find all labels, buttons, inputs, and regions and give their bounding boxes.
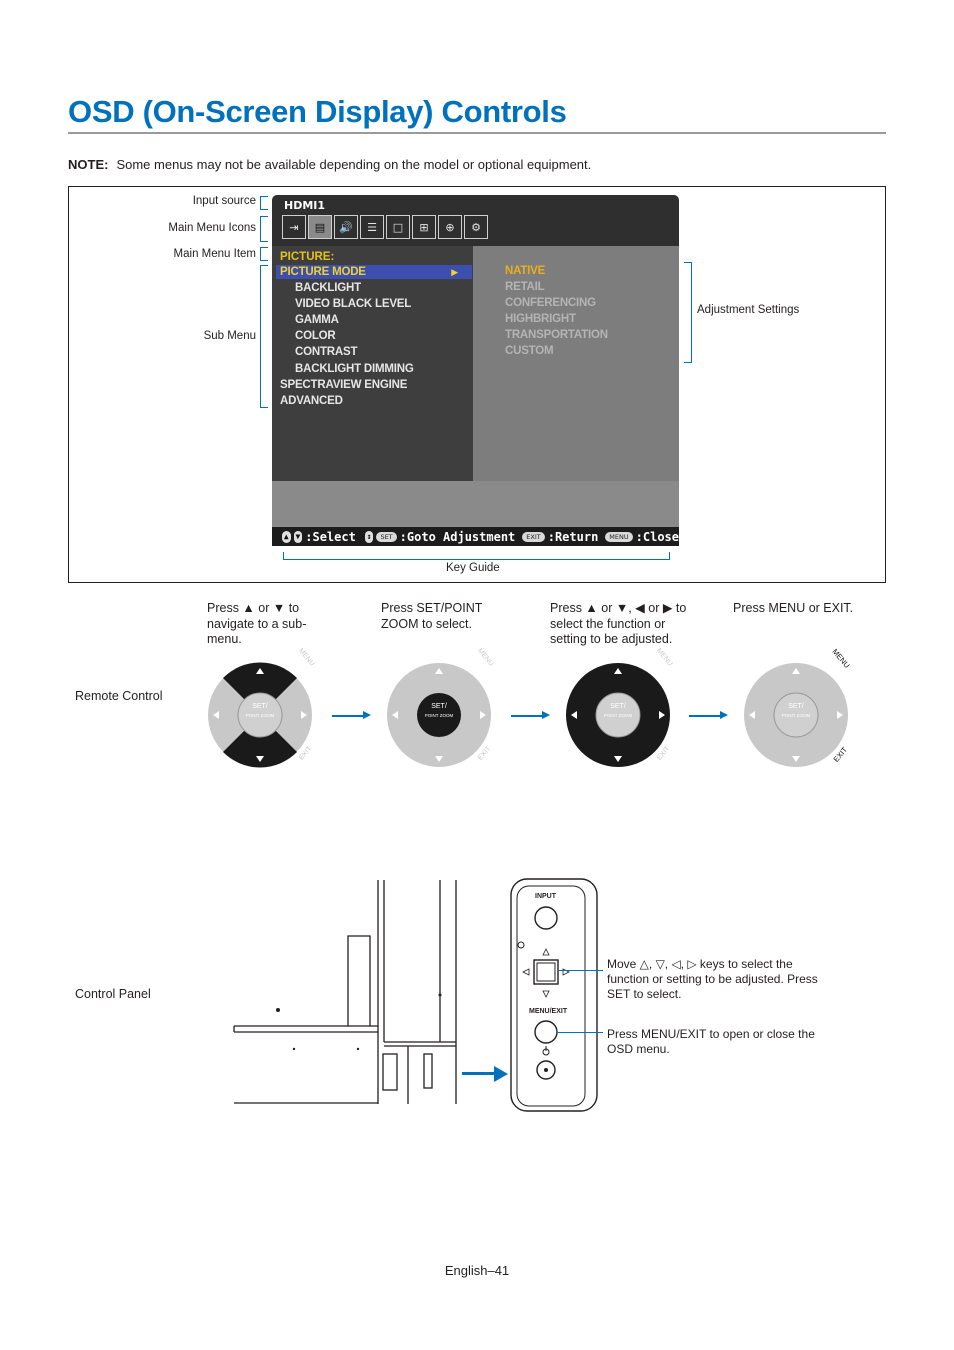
- osd-menu-item[interactable]: SPECTRAVIEW ENGINE: [280, 379, 408, 391]
- point-zoom-label: POINT ZOOM: [781, 713, 811, 718]
- control-panel-illustration: [508, 876, 600, 1114]
- input-icon[interactable]: ⇥: [282, 215, 306, 239]
- remote-step-3-text: Press ▲ or ▼, ◀ or ▶ to select the function or setting to be adjusted.: [550, 601, 687, 646]
- remote-step-2-text: Press SET/POINT ZOOM to select.: [381, 601, 483, 631]
- osd-option[interactable]: HIGHBRIGHT: [505, 313, 576, 325]
- flow-arrow-3-head: [720, 711, 728, 719]
- set-button-label: SET/: [610, 703, 626, 710]
- label-input-source: Input source: [192, 195, 256, 207]
- set-button-label: SET/: [431, 703, 447, 710]
- flow-arrow-1: [332, 715, 364, 717]
- label-key-guide: Key Guide: [446, 562, 500, 574]
- key-guide-close: :Close: [635, 529, 679, 544]
- control-panel-label: Control Panel: [75, 987, 151, 1001]
- osd-option[interactable]: TRANSPORTATION: [505, 329, 608, 341]
- osd-menu-item[interactable]: BACKLIGHT DIMMING: [295, 363, 414, 375]
- label-adjustment-settings: Adjustment Settings: [697, 304, 800, 316]
- move-keys-text: Move △, ▽, ◁, ▷ keys to select the function or setting to be adjusted. Press SET to select.: [607, 957, 818, 1001]
- bracket-main-menu-item: [260, 247, 268, 261]
- bracket-key-guide: [283, 552, 670, 560]
- osd-category: PICTURE:: [280, 251, 335, 263]
- osd-key-guide: [272, 527, 679, 546]
- exit-key-pill: EXIT: [522, 532, 544, 542]
- control-panel-arrow: [462, 1072, 497, 1075]
- menu-label: MENU: [476, 647, 495, 668]
- monitor-rear-illustration: [230, 876, 470, 1108]
- osd-option[interactable]: CONFERENCING: [505, 297, 596, 309]
- menu-exit-text: Press MENU/EXIT to open or close the OSD menu.: [607, 1027, 815, 1056]
- input-button-label: INPUT: [535, 893, 556, 900]
- osd-menu-item-picture-mode[interactable]: PICTURE MODE ▶: [276, 265, 472, 279]
- system-icon[interactable]: ⚙: [464, 215, 488, 239]
- point-zoom-label: POINT ZOOM: [603, 713, 633, 718]
- note-text: Some menus may not be available depending on the model or optional equipment.: [116, 157, 592, 172]
- exit-label: EXIT: [831, 745, 850, 764]
- menu-exit-button-label: MENU/EXIT: [529, 1008, 568, 1015]
- protect-icon[interactable]: ⊕: [438, 215, 462, 239]
- remote-step-4-text: Press MENU or EXIT.: [733, 601, 854, 615]
- label-main-menu-item: Main Menu Item: [173, 248, 256, 260]
- flow-arrow-1-head: [363, 711, 371, 719]
- key-guide-select: :Select: [305, 529, 356, 544]
- menu-key-pill: MENU: [605, 532, 632, 542]
- label-main-menu-icons: Main Menu Icons: [168, 222, 256, 234]
- audio-icon[interactable]: 🔊: [334, 215, 358, 239]
- osd-info-area: [272, 481, 679, 527]
- up-arrow-icon: ▲: [283, 531, 289, 541]
- remote-step-1-text: Press ▲ or ▼ to navigate to a sub-menu.: [207, 601, 307, 646]
- key-guide-goto: :Goto Adjustment: [399, 529, 516, 544]
- osd-menu-item[interactable]: COLOR: [295, 330, 336, 342]
- network-icon[interactable]: ⊞: [412, 215, 436, 239]
- bracket-input-source: [260, 196, 268, 210]
- multi-input-icon[interactable]: □: [386, 215, 410, 239]
- osd-menu-item[interactable]: CONTRAST: [295, 346, 358, 358]
- set-button-label: SET/: [788, 703, 804, 710]
- menu-label: MENU: [830, 647, 852, 670]
- key-guide-return: :Return: [547, 529, 599, 544]
- osd-menu-item[interactable]: VIDEO BLACK LEVEL: [295, 298, 412, 310]
- osd-main-menu-icons: [282, 215, 488, 239]
- osd-option[interactable]: CUSTOM: [505, 345, 554, 357]
- osd-menu-item[interactable]: GAMMA: [295, 314, 339, 326]
- note: [68, 157, 591, 172]
- menu-label: MENU: [297, 647, 316, 668]
- osd-menu-item[interactable]: BACKLIGHT: [295, 282, 361, 294]
- page-number: English–41: [444, 1263, 510, 1278]
- flow-arrow-2-head: [542, 711, 550, 719]
- set-button-label: SET/: [252, 703, 268, 710]
- picture-icon[interactable]: ▤: [308, 215, 332, 239]
- page-title: OSD (On-Screen Display) Controls: [68, 94, 567, 129]
- osd-adjustment-panel: [473, 246, 679, 481]
- point-zoom-label: POINT ZOOM: [424, 713, 454, 718]
- exit-label: EXIT: [298, 745, 314, 762]
- title-rule: [68, 132, 886, 134]
- schedule-icon[interactable]: ☰: [360, 215, 384, 239]
- bracket-adjustment-settings: [684, 262, 692, 363]
- set-key-pill: SET: [376, 532, 396, 542]
- osd-option[interactable]: NATIVE: [505, 265, 546, 277]
- bracket-main-menu-icons: [260, 216, 268, 242]
- osd-menu-list: [272, 246, 473, 481]
- label-sub-menu: Sub Menu: [203, 330, 256, 342]
- menu-label: MENU: [655, 647, 674, 668]
- flow-arrow-2: [511, 715, 543, 717]
- down-arrow-icon: ▼: [295, 531, 301, 541]
- osd-screen: [272, 195, 679, 546]
- bracket-sub-menu: [260, 265, 268, 408]
- osd-input-source: HDMI1: [284, 199, 326, 212]
- up-down-icon: ↕: [366, 531, 372, 541]
- point-zoom-label: POINT ZOOM: [245, 713, 275, 718]
- osd-menu-item[interactable]: ADVANCED: [280, 395, 343, 407]
- exit-label: EXIT: [477, 745, 493, 762]
- osd-option[interactable]: RETAIL: [505, 281, 545, 293]
- remote-control-label: Remote Control: [75, 689, 163, 703]
- move-keys-leader: [558, 970, 603, 971]
- control-panel-arrow-head: [494, 1066, 508, 1082]
- note-label: NOTE:: [68, 157, 109, 172]
- caret-right-icon: ▶: [451, 267, 458, 277]
- flow-arrow-3: [689, 715, 721, 717]
- menu-exit-leader: [558, 1032, 603, 1033]
- exit-label: EXIT: [656, 745, 672, 762]
